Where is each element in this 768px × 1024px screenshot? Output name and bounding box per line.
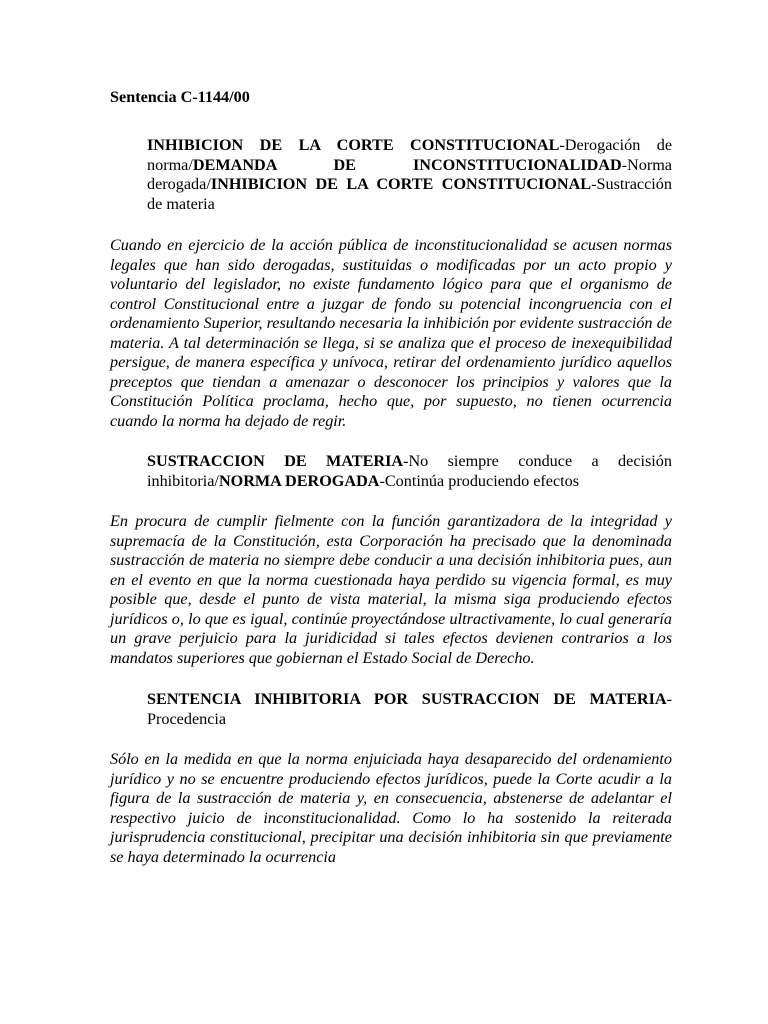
descriptor-term: NORMA DEROGADA — [218, 471, 380, 490]
descriptor-subterm: -Procedencia — [147, 690, 672, 728]
document-title: Sentencia C-1144/00 — [110, 88, 250, 106]
descriptor-heading-2 — [147, 452, 672, 491]
descriptor-subterm: -Sustracción de materia — [147, 175, 672, 213]
descriptor-subterm: -No siempre conduce a decisión inhibitoria/ — [147, 452, 672, 490]
descriptor-subterm: -Derogación de norma/ — [147, 136, 673, 174]
descriptor-term: INHIBICION DE LA CORTE CONSTITUCIONAL — [147, 136, 560, 154]
summary-paragraph-2: En procura de cumplir fielmente con la función garantizadora de la integridad y supremacía de la Constitución, esta Corporación ha precisado que la denominada sustracción de materia no siempre debe conducir a una decisión inhibitoria pues, aun en el evento en que la norma cuestionada haya perdido su vigencia formal, es muy posible que, desde el punto de vista material, la misma siga produciendo efectos jurídicos o, lo que es igual, continúe proyectándose ultractivamente, lo cual generaría un grave perjuicio para la juridicidad si tales efectos devienen contrarios a los mandatos superiores que gobiernan el Estado Social de Derecho. — [110, 512, 672, 667]
descriptor-subterm: -Continúa produciendo efectos — [379, 471, 580, 490]
descriptor-term: DEMANDA DE INCONSTITUCIONALIDAD — [192, 155, 622, 174]
descriptor-term: SUSTRACCION DE MATERIA — [147, 452, 404, 470]
descriptor-heading-1 — [147, 136, 672, 214]
descriptor-term: SENTENCIA INHIBITORIA POR SUSTRACCION DE MATERIA — [147, 690, 667, 708]
summary-paragraph-3: Sólo en la medida en que la norma enjuiciada haya desaparecido del ordenamiento jurídico y no se encuentre produciendo efectos jurídicos, puede la Corte acudir a la figura de la sustracción de materia y, en consecuencia, abstenerse de adelantar el respectivo juicio de inconstitucionalidad. Como lo ha sostenido la reiterada jurisprudencia constitucional, precipitar una decisión inhibitoria sin que previamente se haya determinado la ocurrencia — [110, 750, 672, 866]
descriptor-term: INHIBICION DE LA CORTE CONSTITUCIONAL — [210, 175, 592, 193]
summary-paragraph-1: Cuando en ejercicio de la acción pública de inconstitucionalidad se acusen normas legales que han sido derogadas, sustituidas o modificadas por un acto propio y voluntario del legislador, no existe fundamento lógico para que el organismo de control Constitucional entre a juzgar de fondo su potencial incongruencia con el ordenamiento Superior, resultando necesaria la inhibición por evidente sustracción de materia. A tal determinación se llega, si se analiza que el proceso de inexequibilidad persigue, de manera específica y unívoca, retirar del ordenamiento jurídico aquellos preceptos que tiendan a amenazar o desconocer los principios y valores que la Constitución Política proclama, hecho que, por supuesto, no tienen ocurrencia cuando la norma ha dejado de regir. — [110, 236, 672, 430]
descriptor-subterm: -Norma derogada/ — [147, 155, 672, 193]
document-page — [110, 88, 672, 867]
descriptor-heading-3 — [147, 690, 672, 729]
